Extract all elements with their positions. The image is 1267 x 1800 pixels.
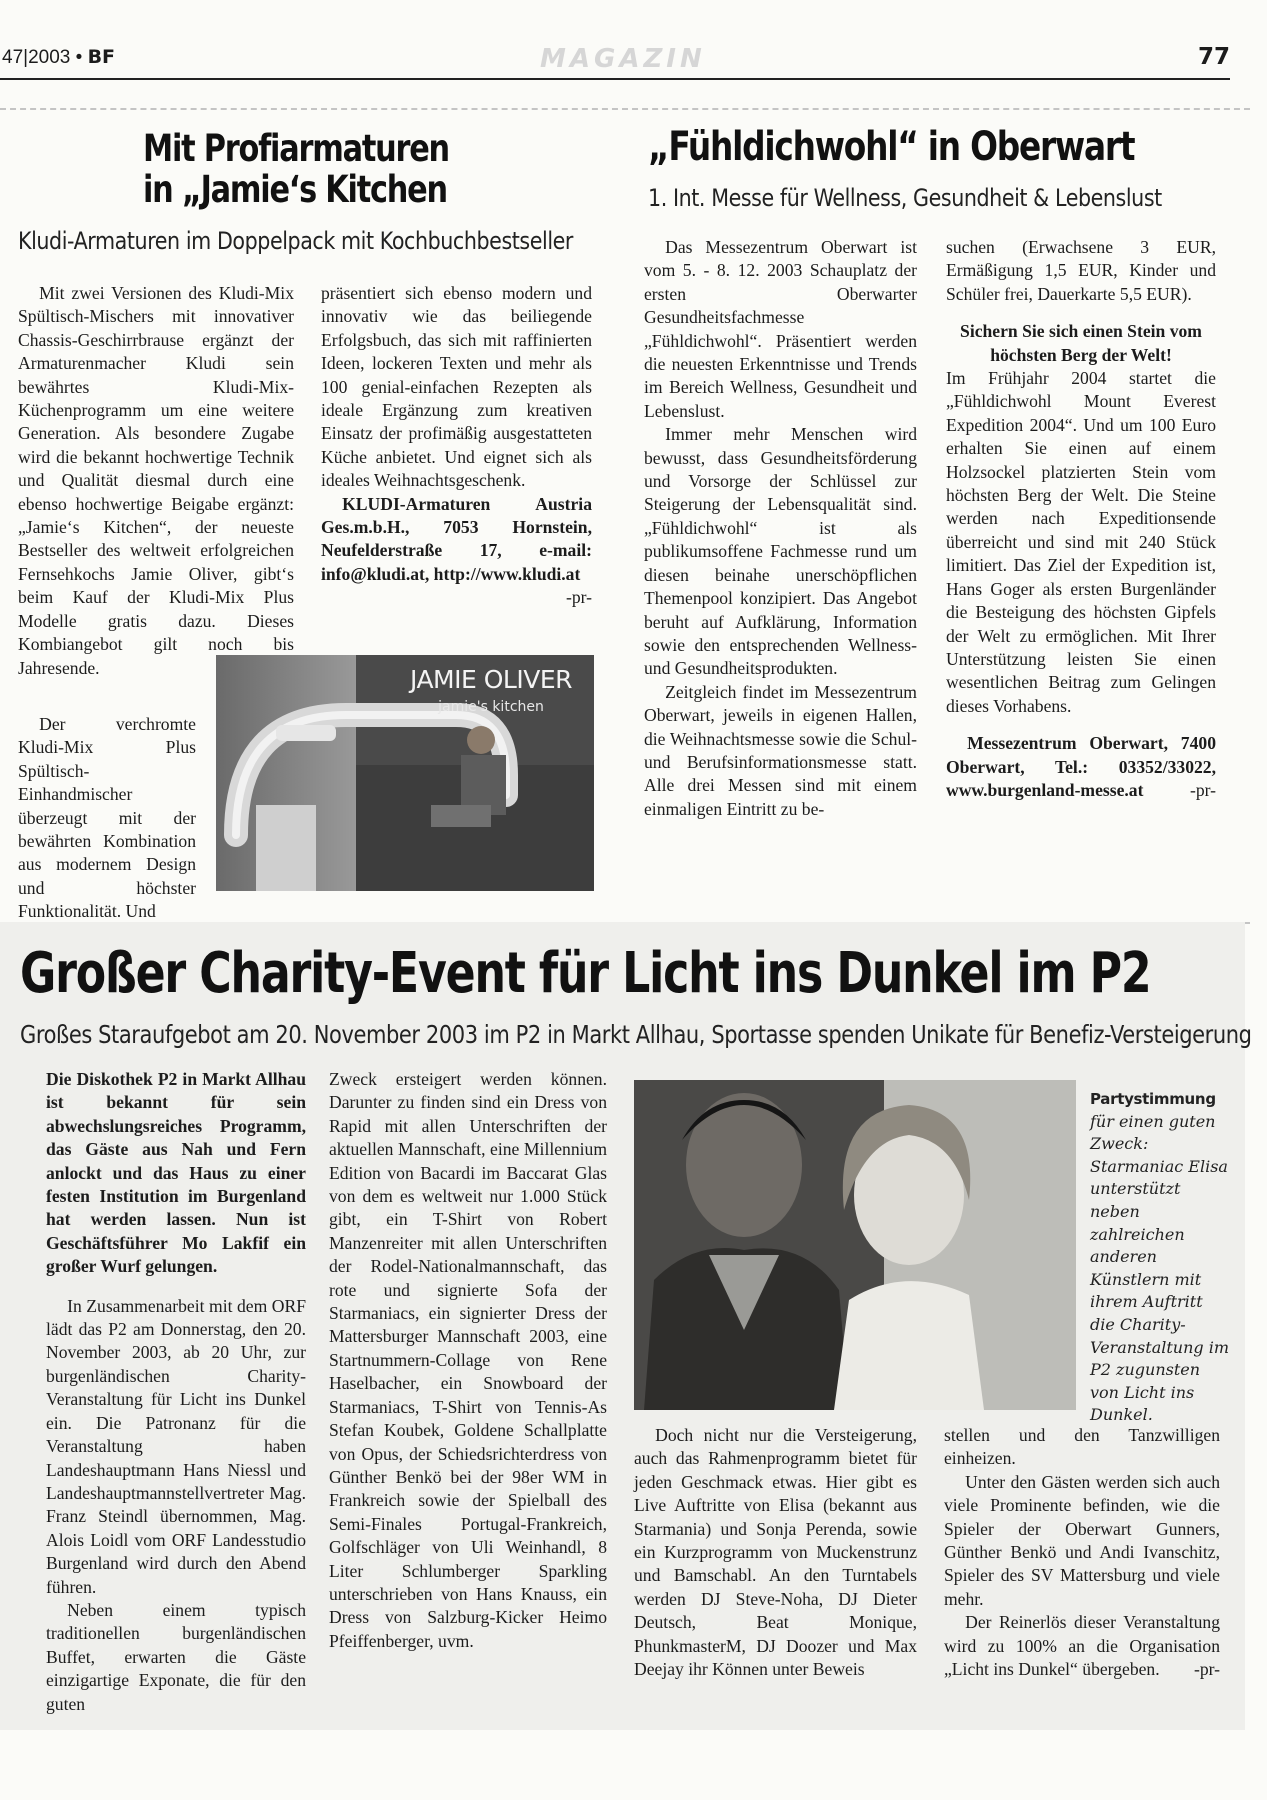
divider — [0, 108, 1250, 110]
article2-signature: -pr- — [1189, 779, 1216, 800]
article3-column2 — [329, 1068, 607, 1653]
article3-signature: -pr- — [1193, 1659, 1220, 1680]
article2-paragraph: Zeitgleich findet im Messezentrum Oberwart, jeweils in eigenen Hallen, die Weihnachtsmesse sowie die Schul- und Berufsinformationsmesse statt. Alle drei Messen sind mit einem einmaligen Eintritt zu be- — [644, 681, 917, 819]
book-title: JAMIE OLIVER — [410, 665, 572, 694]
article3-lead: Die Diskothek P2 in Markt Allhau ist bekannt für sein abwechslungsreiches Programm, das Gäste aus Nah und Fern anlockt und das Haus zu einer festen Institution im Burgenland hat werden lassen. Nun ist Geschäftsführer Mo Lakfif ein großer Wurf gelungen. — [46, 1069, 306, 1277]
article3-paragraph: Neben einem typisch traditionellen burgenländischen Buffet, erwarten die Gäste einzigartige Exponate, die für den guten — [46, 1599, 306, 1714]
article1-headline: Mit Profiarmaturen in „Jamie‘s Kitchen — [143, 127, 449, 212]
jamie-oliver-book-image — [216, 655, 594, 891]
article1-paragraph: Mit zwei Versionen des Kludi-Mix Spültisch-Mischers mit innovativer Chassis-Geschirrbrause ergänzt der Armaturenmacher Kludi sein bewährtes Kludi-Mix-Küchenprogramm um eine weitere Generation. Als besondere Zugabe wird die bekannt hochwertige Technik und Qualität diesmal durch eine ebenso hochwertige Beigabe ergänzt: „Jamie‘s Kitchen“, der neueste Bestseller des weltweit erfolgreichen Fernsehkochs Jamie Oliver, gibt‘s beim Kauf der Kludi-Mix Plus Modelle gratis dazu. Dieses Kombiangebot gilt noch bis Jahresende. — [18, 283, 294, 678]
article3-column4 — [944, 1424, 1220, 1681]
article2-subheadline: 1. Int. Messe für Wellness, Gesundheit & Lebenslust — [648, 184, 1162, 212]
article1-paragraph: Der verchromte Kludi-Mix Plus Spültisch-Einhandmischer überzeugt mit der bewährten Kombination aus modernem Design und höchster Funktionalität. Und — [18, 714, 196, 922]
article3-column3 — [634, 1424, 917, 1681]
article2-column2 — [946, 236, 1216, 802]
article1-column1 — [18, 282, 294, 680]
article3-paragraph: Unter den Gästen werden sich auch viele Prominente befinden, wie die Spieler der Oberwart Gunners, Günther Benkö und Andi Ivanschitz, Spieler des SV Mattersburg und viele mehr. — [944, 1471, 1220, 1609]
article2-paragraph: Das Messezentrum Oberwart ist vom 5. - 8. 12. 2003 Schauplatz der ersten Oberwarter Gesundheitsfachmesse „Fühldichwohl“. Präsentiert werden die neuesten Erkenntnisse und Trends im Bereich Wellness, Gesundheit und Lebenslust. — [644, 237, 917, 421]
paper-name: BF — [87, 46, 116, 68]
article3-paragraph: stellen und den Tanzwilligen einheizen. — [944, 1425, 1220, 1469]
article1-column2 — [321, 282, 592, 610]
article3-paragraph: Der Reinerlös dieser Veranstaltung wird zu 100% an die Organisation „Licht ins Dunkel“ übergeben. -pr- — [944, 1611, 1220, 1681]
article3-paragraph: Doch nicht nur die Versteigerung, auch das Rahmenprogramm bietet für jeden Geschmack etwas. Hier gibt es Live Auftritte von Elisa (bekannt aus Starmania) und Sonja Perenda, sowie ein Kurzprogramm von Muckenstrunz und Bamschabl. An den Turntabels werden DJ Steve-Noha, DJ Dieter Deutsch, Beat Monique, PhunkmasterM, DJ Doozer und Max Deejay ihr Können unter Beweis — [634, 1425, 917, 1680]
article2-headline: „Fühldichwohl“ in Oberwart — [648, 124, 1135, 170]
article2-paragraph: suchen (Erwachsene 3 EUR, Ermäßigung 1,5 EUR, Kinder und Schüler frei, Dauerkarte 5,5 EUR). — [946, 237, 1216, 304]
page-number: 77 — [1197, 44, 1230, 70]
caption-text: für einen guten Zweck: Starmaniac Elisa unterstützt neben zahlreichen anderen Künstlern mit ihrem Auftritt die Charity-Veranstaltung im P2 zugunsten von Licht ins Dunkel. — [1090, 1111, 1229, 1425]
article2-contact: Messezentrum Oberwart, 7400 Oberwart, Tel.: 03352/33022, www.burgenland-messe.at -pr- — [946, 732, 1216, 802]
article1-subheadline: Kludi-Armaturen im Doppelpack mit Kochbuchbestseller — [18, 227, 573, 255]
article3-column1 — [46, 1068, 306, 1716]
article2-paragraph: Im Frühjahr 2004 startet die „Fühldichwohl Mount Everest Expedition 2004“. Und um 100 Euro erhalten Sie einen auf einem Holzsockel platzierten Stein vom höchsten Berg der Welt. Die Steine werden nach Expeditionsende überreicht und sind mit 240 Stück limitiert. Das Ziel der Expedition ist, Hans Goger als ersten Burgenländer die Besteigung des höchsten Gipfels der Welt zu ermöglichen. Mit Ihrer Unterstützung leisten Sie einen wesentlichen Beitrag zum Gelingen dieses Vorhabens. — [946, 368, 1216, 716]
article2-highlight: Sichern Sie sich einen Stein vom höchsten Berg der Welt! — [960, 321, 1202, 365]
article3-headline: Großer Charity-Event für Licht ins Dunkel im P2 — [20, 941, 1151, 1006]
photo-caption — [1090, 1088, 1230, 1427]
article3-paragraph: In Zusammenarbeit mit dem ORF lädt das P2 am Donnerstag, den 20. November 2003, ab 20 Uhr, zur burgenländischen Charity-Veranstaltung für Licht ins Dunkel ein. Die Patronanz für die Veranstaltung haben Landeshauptmann Hans Niessl und Landeshauptmannstellvertreter Mag. Franz Steindl übernommen, Mag. Alois Loidl vom ORF Landesstudio Burgenland wird durch den Abend führen. — [46, 1295, 306, 1597]
article1-contact: KLUDI-Armaturen Austria Ges.m.b.H., 7053 Hornstein, Neufelderstraße 17, e-mail: info@kludi.at, http://www.kludi.at -pr- — [321, 493, 592, 587]
article1-paragraph: präsentiert sich ebenso modern und innovativ wie das beiliegende Erfolgsbuch, das sich mit raffinierten Ideen, lockeren Texten und mehr als 100 genial-einfachen Rezepten als ideale Ergänzung zum kreativen Einsatz der profimäßig ausgestatteten Küche anbietet. Und eignet sich als ideales Weihnachtsgeschenk. — [321, 283, 592, 491]
article2-paragraph: Immer mehr Menschen wird bewusst, dass Gesundheitsförderung und Vorsorge der Schlüssel zur Steigerung der Lebensqualität sind. „Fühldichwohl“ ist als publikumsoffene Fachmesse rund um diesen beinahe unerschöpflichen Themenpool konzipiert. Das Angebot beruht auf Aufklärung, Information sowie den entsprechenden Wellness- und Gesundheitsprodukten. — [644, 424, 917, 679]
article2-column1 — [644, 236, 917, 821]
article3-subheadline: Großes Staraufgebot am 20. November 2003 im P2 in Markt Allhau, Sportasse spenden Unikate für Benefiz-Versteigerung — [20, 1020, 1252, 1049]
section-label: MAGAZIN — [540, 44, 706, 74]
article1-signature: -pr- — [565, 587, 592, 608]
caption-title: Partystimmung — [1090, 1090, 1216, 1108]
book-subtitle: jamie's kitchen — [438, 699, 544, 715]
article3-paragraph: Zweck ersteigert werden können. Darunter zu finden sind ein Dress von Rapid mit allen Unterschriften der aktuellen Mannschaft, eine Millennium Edition von Bacardi im Baccarat Glas von dem es weltweit nur 1.000 Stück gibt, ein T-Shirt von Robert Manzenreiter mit allen Unterschriften der Rodel-Nationalmannschaft, das rote und signierte Sofa der Starmaniacs, ein signierter Dress der Mattersburger Mannschaft 2003, eine Startnummern-Collage von Rene Haselbacher, ein Snowboard der Starmaniacs, T-Shirt von Tennis-As Stefan Koubek, Goldene Schallplatte von Opus, der Schiedsrichterdress von Günther Benkö bei der 98er WM in Frankreich sowie der Spielball des Semi-Finales Portugal-Frankreich, Golfschläger von Uli Weinhandl, 8 Liter Schlumberger Sparkling unterschrieben von Hans Knauss, ein Dress von Salzburg-Kicker Heimo Pfeiffenberger, uvm. — [329, 1069, 607, 1651]
article1-column1-continued — [18, 713, 196, 924]
people-photo-illustration — [634, 1080, 1076, 1410]
charity-event-photo — [634, 1080, 1076, 1410]
page-header — [0, 40, 1230, 80]
issue-label: 47|2003 • BF — [2, 46, 116, 68]
